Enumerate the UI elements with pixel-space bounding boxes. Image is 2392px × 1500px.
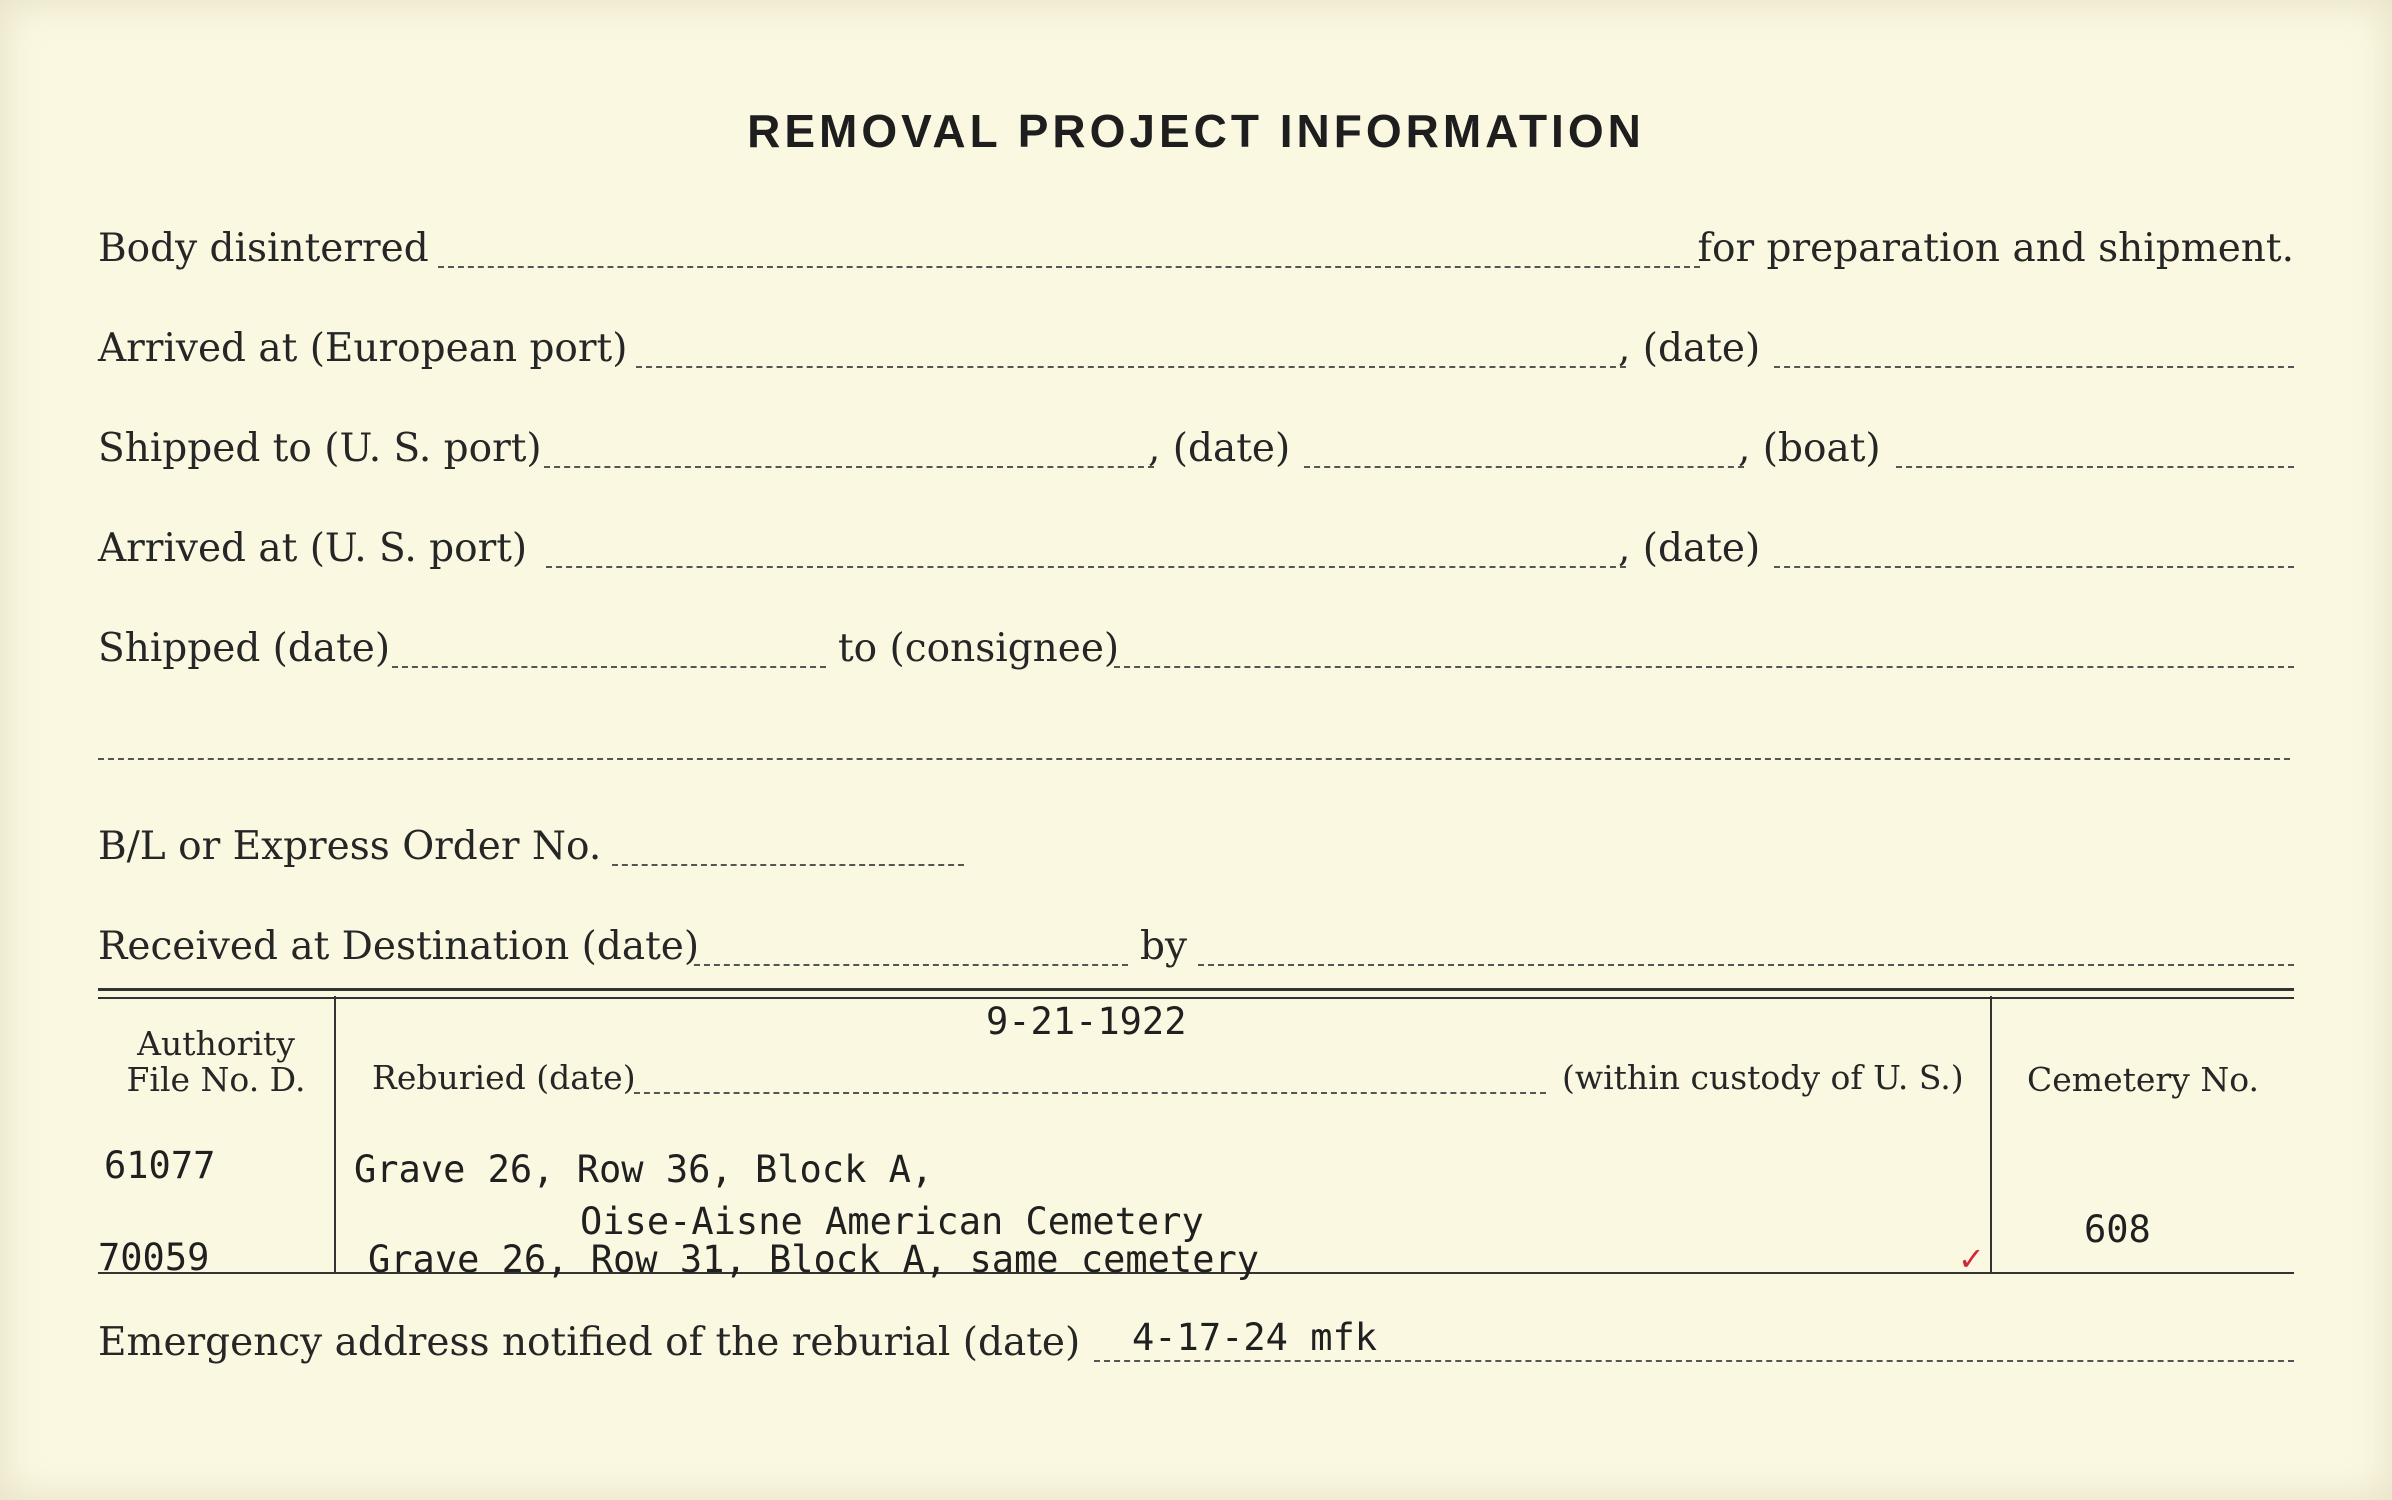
by-label: by — [1140, 924, 1187, 969]
table-divider-left — [334, 996, 336, 1272]
body-disinterred-row — [98, 226, 2294, 286]
authority-header-line2: File No. D. — [126, 1060, 306, 1099]
body-disinterred-field[interactable] — [438, 266, 1700, 268]
authority-header-line1: Authority — [137, 1024, 295, 1063]
shipped-us-row — [98, 426, 2294, 486]
preparation-suffix: for preparation and shipment. — [1697, 226, 2294, 271]
shipped-us-date-label: , (date) — [1148, 426, 1291, 471]
received-row — [98, 924, 2294, 984]
grave-line-3: Grave 26, Row 31, Block A, same cemetery — [368, 1238, 1260, 1281]
emergency-date-field[interactable] — [1094, 1360, 2294, 1362]
us-port-field[interactable] — [544, 466, 1154, 468]
received-by-field[interactable] — [1198, 964, 2294, 966]
bl-row — [98, 824, 2294, 884]
consignee-field[interactable] — [1114, 666, 2294, 668]
authority-header — [98, 1026, 334, 1098]
arrived-us-port-field[interactable] — [546, 566, 1626, 568]
arrived-european-row — [98, 326, 2294, 386]
shipped-us-label: Shipped to (U. S. port) — [98, 426, 542, 471]
boat-field[interactable] — [1896, 466, 2294, 468]
arrived-european-date-label: , (date) — [1618, 326, 1761, 371]
shipped-date-label: Shipped (date) — [98, 626, 391, 671]
consignee-label: to (consignee) — [838, 626, 1120, 671]
arrived-us-date-label: , (date) — [1618, 526, 1761, 571]
european-date-field[interactable] — [1774, 366, 2294, 368]
grave-line-2: Oise-Aisne American Cemetery — [580, 1200, 1204, 1243]
reburied-date-value: 9-21-1922 — [986, 1000, 1187, 1043]
file-number-1: 61077 — [104, 1144, 216, 1187]
cemetery-header: Cemetery No. — [2027, 1060, 2259, 1099]
table-top-rule — [98, 988, 2294, 999]
body-disinterred-label: Body disinterred — [98, 226, 429, 271]
emergency-row — [98, 1316, 2294, 1380]
shipped-date-row — [98, 626, 2294, 686]
red-check-mark: ✓ — [1958, 1240, 1985, 1278]
table-divider-right — [1990, 996, 1992, 1272]
shipped-us-date-field[interactable] — [1304, 466, 1744, 468]
emergency-value: 4-17-24 mfk — [1132, 1316, 1378, 1359]
cemetery-number: 608 — [2084, 1208, 2151, 1251]
arrived-us-row — [98, 526, 2294, 586]
arrived-us-label: Arrived at (U. S. port) — [98, 526, 528, 571]
reburied-label: Reburied (date) — [372, 1058, 636, 1097]
custody-label: (within custody of U. S.) — [1562, 1058, 1964, 1097]
emergency-label: Emergency address notified of the reburial (date) — [98, 1320, 1081, 1365]
consignee-continuation-field[interactable] — [98, 758, 2290, 760]
reburied-date-field[interactable] — [634, 1092, 1546, 1094]
file-number-2: 70059 — [98, 1236, 210, 1279]
bl-label: B/L or Express Order No. — [98, 824, 602, 869]
arrived-european-label: Arrived at (European port) — [98, 326, 628, 371]
european-port-field[interactable] — [636, 366, 1626, 368]
grave-line-1: Grave 26, Row 36, Block A, — [354, 1148, 934, 1191]
page-title: REMOVAL PROJECT INFORMATION — [747, 105, 1645, 157]
boat-label: , (boat) — [1738, 426, 1881, 471]
received-label: Received at Destination (date) — [98, 924, 700, 969]
shipped-date-field[interactable] — [392, 666, 826, 668]
received-date-field[interactable] — [694, 964, 1128, 966]
bl-field[interactable] — [612, 864, 964, 866]
arrived-us-date-field[interactable] — [1774, 566, 2294, 568]
